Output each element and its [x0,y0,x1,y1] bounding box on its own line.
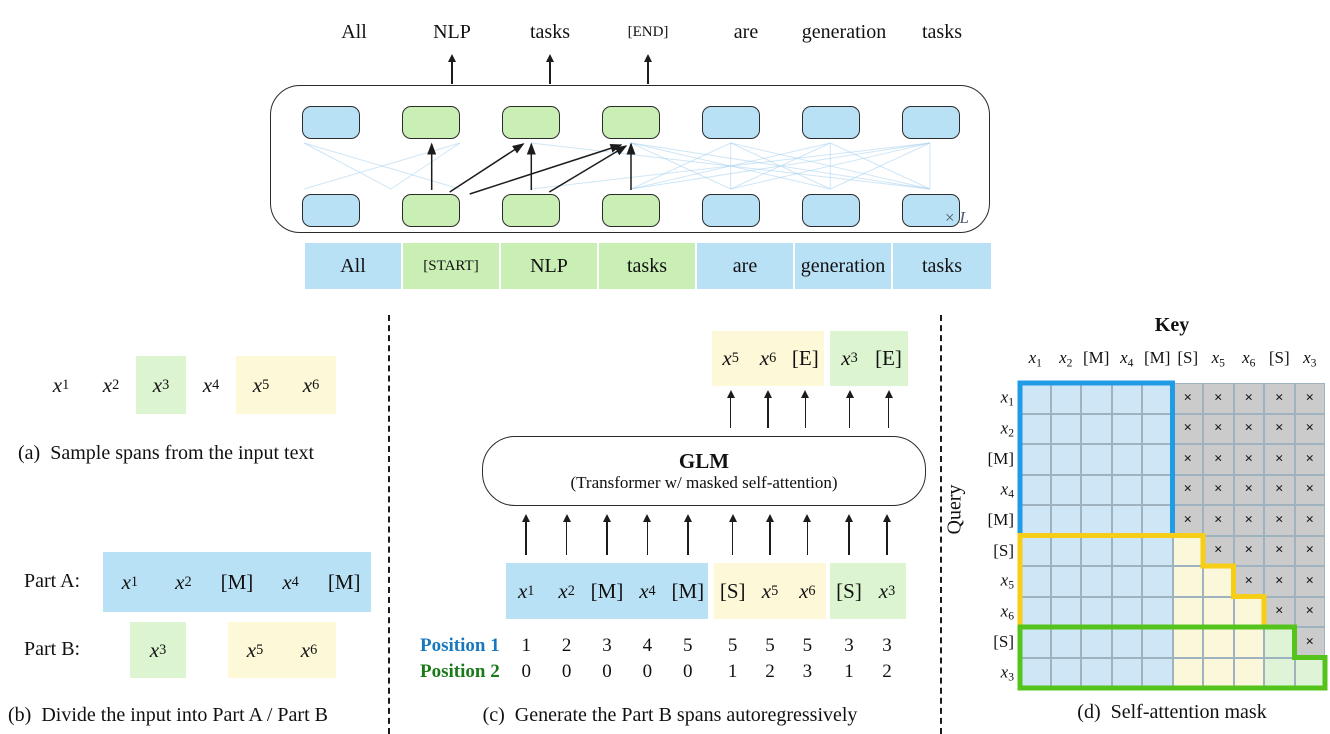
part-b-span-green [130,622,186,678]
arrow-head [643,514,651,522]
arrow-head [563,514,571,522]
position1-label: Position 1 [420,635,500,656]
arrow-line [549,60,551,84]
position1-value: 5 [765,635,775,656]
position2-value: 3 [802,661,813,682]
masked-cell: × [1295,627,1326,658]
position1-value: 5 [683,635,693,656]
position2-value: 2 [882,661,892,682]
query-token-label: $x_6$ [1000,601,1014,623]
arrow-line [730,396,732,428]
part-a-box [103,552,371,612]
arrow-line [647,60,649,84]
span-outline-overlay [1020,383,1325,688]
position1-value: 4 [642,635,653,656]
output-token: generation [801,20,887,43]
hidden-state-unit [502,194,560,227]
hidden-state-unit [602,194,660,227]
masked-cell: × [1234,475,1265,506]
position1-value: 1 [521,635,531,656]
masked-cell: × [1295,566,1326,597]
part-b-span-yellow [228,622,336,678]
arrow-line [566,520,568,555]
key-token-label: $x_2$ [1059,348,1073,370]
masked-cell: × [1173,414,1204,445]
position2-value: 0 [683,661,693,682]
token: x 4 [282,569,299,594]
panel-a-caption [18,442,314,465]
arrow-line [525,520,527,555]
arrow-line [886,520,888,555]
caption-text: Sample spans from the input text [50,442,315,464]
arrow-head [803,514,811,522]
masked-cell: × [1295,475,1326,506]
input-token-row [305,243,991,289]
token: x 5 [722,346,739,370]
caption-tag: (b) [8,704,32,726]
token: x 3 [841,346,858,370]
token: x 1 [517,578,535,603]
arrow-line [732,520,734,555]
position1-value: 3 [602,635,612,656]
arrow-line [807,520,809,555]
token: [E] [791,346,819,370]
token: x 6 [759,346,777,370]
output-token: tasks [530,20,570,43]
hidden-state-unit [302,194,360,227]
arrow-line [606,520,608,555]
token: x 6 [302,372,320,397]
key-token-label: $x_1$ [1028,348,1042,370]
arrow-line [767,396,769,428]
masked-cell: × [1295,414,1326,445]
token: x 6 [300,637,318,662]
arrow-head [448,54,456,62]
arrow-head [846,390,854,398]
arrow-line [848,520,850,555]
panel-separator-right [940,315,942,734]
arrow-head [546,54,554,62]
input-group-green [830,563,906,619]
masked-cell: × [1295,536,1326,567]
caption-text: Divide the input into Part A / Part B [41,704,328,726]
masked-cell: × [1203,383,1234,414]
token: x 2 [558,578,575,603]
token: x 1 [121,569,139,594]
caption-tag: (a) [18,442,41,464]
position2-value: 1 [844,661,854,682]
output-token: NLP [433,20,471,43]
caption-text: Generate the Part B spans autoregressively [514,704,858,726]
model-title: GLM [678,449,730,473]
masked-cell: × [1173,505,1204,536]
token: [S] [836,578,862,603]
caption-tag: (c) [482,704,505,726]
key-axis-label: Key [1154,314,1190,336]
arrow-line [849,396,851,428]
query-token-label: $x_2$ [1000,418,1014,440]
arrow-head [729,514,737,522]
query-token-label: [M] [987,510,1014,530]
key-token-label: [S] [1177,348,1199,367]
layers-label: × L [943,208,969,227]
key-token-label: $x_4$ [1120,348,1134,370]
input-group-blue [506,563,708,619]
token: x 3 [149,637,167,662]
arrow-head [603,514,611,522]
position2-value: 0 [521,661,531,682]
caption-text: Self-attention mask [1110,701,1267,723]
input-token: tasks [893,243,991,289]
token: x 5 [246,637,264,662]
token: x 4 [639,578,656,603]
token: x 2 [102,372,120,397]
hidden-state-unit [802,194,860,227]
model-subtitle: (Transformer w/ masked self-attention) [570,473,838,492]
input-token: are [697,243,795,289]
panel-c-caption [435,704,905,727]
query-token-label: [S] [993,540,1014,560]
arrow-line [769,520,771,555]
token: x 3 [152,372,170,397]
token: x 1 [52,372,70,397]
part-a-label: Part A: [24,570,81,592]
masked-cell: × [1264,566,1295,597]
token-group-yellow [236,356,336,414]
key-token-label: $x_6$ [1242,348,1256,370]
input-token: All [305,243,403,289]
arrow-head [801,390,809,398]
masked-cell: × [1264,444,1295,475]
panel-separator-left [388,315,390,734]
output-token: All [341,20,367,43]
position2-value: 0 [642,661,653,682]
output-token: [END] [627,23,669,40]
masked-cell: × [1234,414,1265,445]
key-token-label: $x_5$ [1211,348,1225,370]
masked-cell: × [1203,444,1234,475]
masked-cell: × [1264,475,1295,506]
masked-cell: × [1173,444,1204,475]
input-group-yellow [714,563,826,619]
position2-value: 0 [561,661,572,682]
key-token-label: [M] [1144,348,1171,367]
masked-cell: × [1264,383,1295,414]
position1-value: 2 [561,635,572,656]
token: x 2 [175,569,192,594]
key-token-label: $x_3$ [1303,348,1317,370]
output-token: tasks [922,20,962,43]
transformer-box [270,85,990,233]
token: [M] [671,578,705,603]
token: x 6 [799,578,816,603]
token: [E] [875,346,902,370]
masked-cell: × [1234,505,1265,536]
query-token-label: [M] [987,449,1014,469]
query-token-label: [S] [993,632,1014,652]
token: x 5 [252,372,270,397]
arrow-line [647,520,649,555]
masked-cell: × [1264,597,1295,628]
masked-cell: × [1234,383,1265,414]
position2-value: 0 [602,661,612,682]
masked-cell: × [1203,475,1234,506]
output-token-row [305,12,991,52]
masked-cell: × [1264,414,1295,445]
token: [M] [327,569,361,594]
position2-value: 1 [727,661,738,682]
masked-cell: × [1234,536,1265,567]
masked-cell: × [1234,444,1265,475]
output-token: are [733,20,759,43]
arrow-head [522,514,530,522]
arrow-head [883,514,891,522]
arrow-line [451,60,453,84]
masked-cell: × [1203,536,1234,567]
token: x 4 [202,372,220,397]
masked-cell: × [1203,505,1234,536]
query-axis-label: Query [943,484,966,535]
masked-cell: × [1264,505,1295,536]
masked-cell: × [1264,536,1295,567]
panel-d-caption [1077,701,1266,724]
token: x 3 [878,578,896,603]
hidden-state-unit [702,194,760,227]
token: [M] [220,569,254,594]
key-token-label: [M] [1083,348,1110,367]
token: x 5 [761,578,779,603]
token-group-green [136,356,186,414]
masked-cell: × [1173,475,1204,506]
arrow-head [766,514,774,522]
query-token-label: $x_3$ [1000,662,1014,684]
masked-cell: × [1295,597,1326,628]
arrow-line [888,396,890,428]
input-token: tasks [599,243,697,289]
arrow-head [684,514,692,522]
masked-cell: × [1203,414,1234,445]
masked-cell: × [1234,566,1265,597]
output-group-yellow [712,331,824,386]
panel-b-caption [8,704,328,727]
masked-cell: × [1295,444,1326,475]
panel-a-token-row [36,356,336,414]
input-token: [START] [403,243,501,289]
masked-cell: × [1295,383,1326,414]
position1-value: 3 [882,635,892,656]
arrow-head [644,54,652,62]
token: [S] [719,578,746,603]
arrow-head [845,514,853,522]
position2-value: 2 [765,661,775,682]
part-b-label: Part B: [24,638,81,660]
key-token-label: [S] [1268,348,1290,367]
position1-value: 5 [727,635,738,656]
token: [M] [590,578,624,603]
position2-label: Position 2 [420,661,500,682]
query-token-label: $x_1$ [1000,387,1014,409]
masked-cell: × [1295,505,1326,536]
arrow-head [885,390,893,398]
query-token-label: $x_5$ [1000,570,1014,592]
glm-model-box [482,436,926,506]
arrow-line [687,520,689,555]
input-token: generation [795,243,893,289]
position1-value: 3 [844,635,854,656]
masked-cell: × [1173,383,1204,414]
token-group-none [186,356,236,414]
caption-tag: (d) [1077,701,1101,723]
query-token-label: $x_4$ [1000,479,1014,501]
hidden-state-unit [402,194,460,227]
token-group-none [36,356,136,414]
arrow-head [727,390,735,398]
position1-value: 5 [802,635,813,656]
output-group-green [830,331,908,386]
arrow-line [805,396,807,428]
hidden-state-row-bottom [271,194,991,227]
arrow-head [764,390,772,398]
input-token: NLP [501,243,599,289]
